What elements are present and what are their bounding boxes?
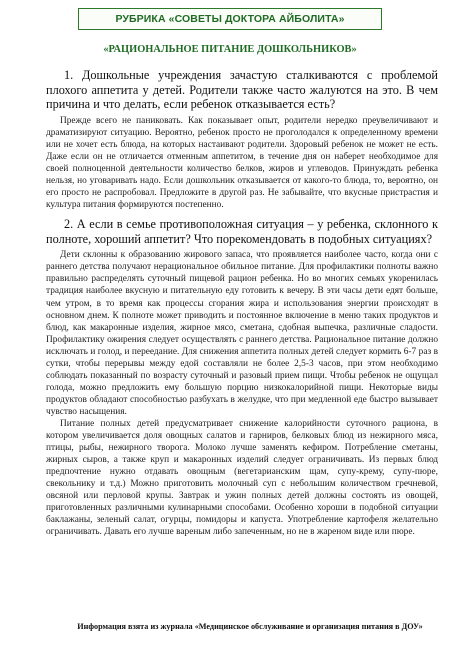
article-title: «РАЦИОНАЛЬНОЕ ПИТАНИЕ ДОШКОЛЬНИКОВ»	[103, 44, 357, 55]
source-note: Информация взята из журнала «Медицинское обслуживание и организация питания в ДОУ»	[77, 622, 423, 631]
answer-2-paragraph-1: Дети склонны к образованию жирового запаса, что проявляется наиболее часто, когда они с раннего детства получают нерациональное обильное питание. Для профилактики полноты важно правильно распределять суточный пищевой рацион ребенка. Но во многих семьях укоренилась традиция наиболее вкусную и питательную еду готовить к вечеру. В эти часы дети едят больше, чем утром, в то время как процессы сгорания жира и использования энергии происходят в основном днем. К полноте может приводить и постоянное включение в меню таких продуктов и блюд, как макаронные изделия, жирное мясо, сметана, сдобная выпечка, различные сладости. Профилактику ожирения следует осуществлять с раннего детства. Рациональное питание должно исключать и голод, и переедание. Для снижения аппетита полных детей следует кормить 6-7 раз в сутки, чтобы перерывы между едой составляли не более 2,5-3 часов, при этом необходимо соблюдать показанный по возрасту суточный и разовый прием пищи. Чтобы ребенок не ощущал голода, можно предложить ему большую порцию низкокалорийной пищи. Некоторые виды продуктов обладают способностью разбухать в желудке, что при медленной еде быстро вызывает чувство насыщения.	[46, 250, 438, 417]
answer-2-paragraph-2: Питание полных детей предусматривает снижение калорийности суточного рациона, в котором увеличивается доля овощных салатов и гарниров, белковых блюд из нежирного мяса, птицы, рыбы, нежирного творога. Молоко лучше заменять кефиром. Потребление сметаны, жирных сыров, а также круп и макаронных изделий следует ограничивать. Из первых блюд предпочтение нужно отдавать овощным (вегетарианским щам, супу-крему, супу-пюре, свекольнику и т.д.) Можно приготовить молочный суп с небольшим количеством гречневой, овсяной или перловой крупы. Завтрак и ужин полных детей должны состоять из овощей, приготовленных различными кулинарными способами. Особенно хороши в подобной ситуации баклажаны, зеленый салат, огурцы, помидоры и капуста. Употребление картофеля желательно ограничивать. Давать его лучше вареным либо запеченным, но не в жареном виде или пюре.	[46, 419, 438, 538]
question-2: 2. А если в семье противоположная ситуация – у ребенка, склонного к полноте, хороший аппетит? Что порекомендовать в подобных ситуациях?	[46, 217, 438, 246]
rubric-title: РУБРИКА «СОВЕТЫ ДОКТОРА АЙБОЛИТА»	[115, 13, 345, 25]
article-body	[46, 64, 438, 538]
question-1: 1. Дошкольные учреждения зачастую сталкиваются с проблемой плохого аппетита у детей. Родители также часто жалуются на это. В чем причина и что делать, если ребенок отказывается есть?	[46, 68, 438, 112]
rubric-banner	[78, 8, 382, 30]
answer-1: Прежде всего не паниковать. Как показывает опыт, родители нередко преувеличивают и драматизируют ситуацию. Вероятно, ребенок просто не проголодался к определенному времени или не хочет есть блюда, на которых настаивают родители. Здоровый ребенок не может не есть. Даже если он не отличается отменным аппетитом, в течение дня он наберет необходимое для своей полноценной деятельности количество белков, жиров и углеводов. Принуждать ребенка нельзя, но уговаривать надо. Если дошкольник отказывается от какого-то блюда, то, вероятно, он его просто не распробовал. Предложите в другой раз. Не забывайте, что вкусные пристрастия и культура питания формируются постепенно.	[46, 115, 438, 211]
